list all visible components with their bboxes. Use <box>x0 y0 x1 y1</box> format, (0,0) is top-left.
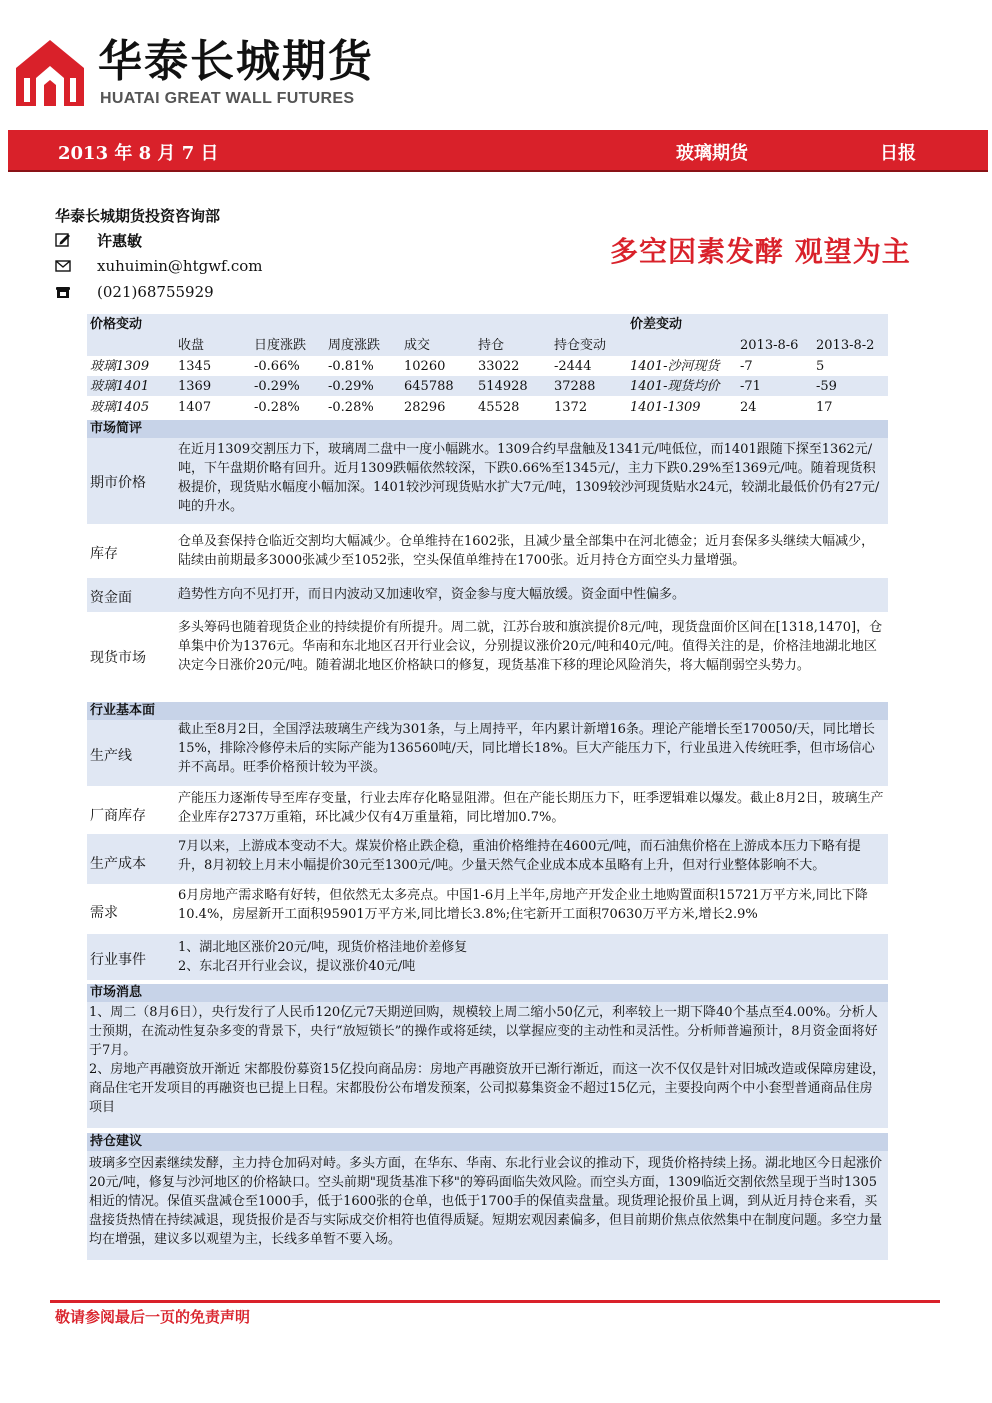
department-name: 华泰长城期货投资咨询部 <box>55 207 221 225</box>
table-cell-oi: 33022 <box>478 359 520 374</box>
table-cell-spread-name: 1401-现货均价 <box>630 379 720 394</box>
fundamentals-row-label: 生产线 <box>90 748 132 764</box>
report-headline: 多空因素发酵 观望为主 <box>610 235 911 268</box>
table-cell-oi-change: 37288 <box>554 379 596 394</box>
review-row-text: 仓单及套保持仓临近交割均大幅减少。仓单维持在1602张，且减少量全部集中在河北德金；近月套保多头继续大幅减少，陆续由前期最多3000张减少至1052张，空头保值单维持在1700张。近月持仓方面空头力量增强。 <box>178 534 875 568</box>
review-row-label: 资金面 <box>90 590 132 606</box>
report-header-bar <box>8 130 988 172</box>
review-row-label: 期市价格 <box>90 475 146 491</box>
col-header-daily: 日度涨跌 <box>254 338 307 353</box>
brand-name-cn: 华泰长城期货 <box>98 36 374 87</box>
table-cell-weekly: -0.28% <box>328 400 374 415</box>
table-cell-daily: -0.29% <box>254 379 300 394</box>
table-cell-spread-2: 5 <box>816 359 825 374</box>
analyst-phone: (021)68755929 <box>97 283 214 301</box>
analyst-name: 许惠敏 <box>97 232 143 250</box>
table-cell-volume: 645788 <box>404 379 454 394</box>
fundamentals-row-text: 7月以来，上游成本变动不大。煤炭价格止跌企稳，重油价格维持在4600元/吨，而石油焦价格在上游成本压力下略有提升，8月初较上月末小幅提价30元至1300元/吨。少量天然气企业成本成本虽略有上升，但对行业整体影响不大。 <box>178 839 861 873</box>
table-row-name: 玻璃1309 <box>90 359 150 374</box>
table-cell-volume: 10260 <box>404 359 446 374</box>
report-type: 日报 <box>880 143 916 164</box>
news-text: 1、周二（8月6日），央行发行了人民币120亿元7天期逆回购，规模较上周二缩小50亿元，利率较上一期下降40个基点至4.00%。分析人士预期，在流动性复杂多变的背景下，央行“放短锁长”的操作或将延续，以掌握应变的主动性和灵活性。分析师普遍预计，8月资金面将好于7月。 2、房地产再融资放开渐近 宋都股份募资15亿投向商品房：房地产再融资放开已渐行渐近，而这一次不仅仅是针对旧城改造或保障房建设，商品住宅开发项目的再融资也已提上日程。宋都股份公布增发预案，公司拟募集资金不超过15亿元，主要投向两个中小套型普通商品住房项目 <box>89 1005 885 1115</box>
review-row-text: 趋势性方向不见打开，而日内波动又加速收窄，资金参与度大幅放缓。资金面中性偏多。 <box>178 587 686 602</box>
table-cell-close: 1407 <box>178 400 212 415</box>
footer-disclaimer[interactable]: 敬请参阅最后一页的免责声明 <box>55 1308 251 1326</box>
col-header-spread-date1: 2013-8-6 <box>740 338 799 353</box>
review-row-label: 现货市场 <box>90 650 146 666</box>
table-cell-daily: -0.28% <box>254 400 300 415</box>
section-advice: 持仓建议 <box>87 1133 888 1151</box>
company-logo-icon <box>14 38 86 108</box>
section-fundamentals: 行业基本面 <box>87 702 888 720</box>
col-header-spread-date2: 2013-8-2 <box>816 338 875 353</box>
col-header-volume: 成交 <box>404 338 431 353</box>
brand-name-en: HUATAI GREAT WALL FUTURES <box>100 90 355 107</box>
mail-icon <box>55 258 71 274</box>
analyst-email[interactable]: xuhuimin@htgwf.com <box>97 257 263 275</box>
fundamentals-row-label: 需求 <box>90 905 118 921</box>
report-product: 玻璃期货 <box>676 143 748 164</box>
table-cell-spread-2: 17 <box>816 400 833 415</box>
spread-table-title: 价差变动 <box>630 317 683 332</box>
phone-icon <box>55 284 71 300</box>
report-date: 2013 年 8 月 7 日 <box>58 143 219 164</box>
table-cell-oi: 514928 <box>478 379 528 394</box>
review-row-text: 在近月1309交割压力下，玻璃周二盘中一度小幅跳水。1309合约早盘触及1341元/吨低位，而1401跟随下探至1362元/吨，下午盘期价略有回升。近月1309跌幅依然较深，下跌0.66%至1345元/，主力下跌0.29%至1369元/吨。随着现货积极提价，现货贴水幅度小幅加深。1401较沙河现货贴水扩大7元/吨，1309较沙河现货贴水24元，较湖北最低价仍有27元/吨的升水。 <box>178 442 880 514</box>
table-cell-spread-2: -59 <box>816 379 837 394</box>
section-market-review: 市场简评 <box>87 420 888 438</box>
table-cell-spread-1: -71 <box>740 379 761 394</box>
fundamentals-row-text: 1、湖北地区涨价20元/吨，现货价格洼地价差修复 2、东北召开行业会议，提议涨价40元/吨 <box>178 940 468 974</box>
table-cell-spread-1: 24 <box>740 400 757 415</box>
fundamentals-row-label: 厂商库存 <box>90 808 146 824</box>
advice-text: 玻璃多空因素继续发酵，主力持仓加码对峙。多头方面，在华东、华南、东北行业会议的推动下，现货价格持续上扬。湖北地区今日起涨价20元/吨，修复与沙河地区的价格缺口。空头前期"现货基准下移"的筹码面临失效风险。而空头方面，1309临近交割依然呈现于当时1305相近的情况。保值买盘减仓至1000手，低于1600张的仓单，也低于1700手的保值卖盘量。现货理论报价虽上调，到从近月持仓来看，买盘接货热情在持续减退，现货报价是否与实际成交价相符也值得质疑。短期宏观因素偏多，但目前期价焦点依然集中在制度问题。多空力量均在增强，建议多以观望为主，长线多单暂不要入场。 <box>89 1156 883 1247</box>
edit-icon <box>55 232 71 248</box>
price-table-title: 价格变动 <box>90 317 143 332</box>
table-cell-weekly: -0.81% <box>328 359 374 374</box>
section-news: 市场消息 <box>87 984 888 1002</box>
col-header-oi-change: 持仓变动 <box>554 338 607 353</box>
table-row-name: 玻璃1401 <box>90 379 150 394</box>
col-header-weekly: 周度涨跌 <box>328 338 381 353</box>
fundamentals-row-label: 行业事件 <box>90 952 146 968</box>
review-row-text: 多头筹码也随着现货企业的持续提价有所提升。周二就，江苏台玻和旗滨提价8元/吨，现货盘面价区间在[1318,1470]，仓单集中价为1376元。华南和东北地区召开行业会议，分别提议涨价20元/吨和40元/吨。值得关注的是，价格洼地湖北地区决定今日涨价20元/吨。随着湖北地区价格缺口的修复，现货基准下移的理论风险消失，将大幅削弱空头势力。 <box>178 620 883 673</box>
col-header-oi: 持仓 <box>478 338 505 353</box>
review-row-label: 库存 <box>90 546 118 562</box>
fundamentals-row-text: 产能压力逐渐传导至库存变量，行业去库存化略显阻滞。但在产能长期压力下，旺季逻辑难以爆发。截止8月2日，玻璃生产企业库存2737万重箱，环比减少仅有4万重量箱，同比增加0.7%。 <box>178 791 884 825</box>
table-cell-spread-name: 1401-1309 <box>630 400 701 415</box>
table-row-name: 玻璃1405 <box>90 400 150 415</box>
table-cell-volume: 28296 <box>404 400 446 415</box>
table-cell-close: 1345 <box>178 359 212 374</box>
table-cell-oi-change: 1372 <box>554 400 588 415</box>
footer-divider <box>50 1300 940 1303</box>
table-cell-oi: 45528 <box>478 400 520 415</box>
fundamentals-row-label: 生产成本 <box>90 856 146 872</box>
table-cell-spread-1: -7 <box>740 359 753 374</box>
table-cell-close: 1369 <box>178 379 212 394</box>
table-cell-weekly: -0.29% <box>328 379 374 394</box>
fundamentals-row-text: 6月房地产需求略有好转，但依然无太多亮点。中国1-6月上半年,房地产开发企业土地购置面积15721万平方米,同比下降10.4%，房屋新开工面积95901万平方米,同比增长3.8%;住宅新开工面积70630万平方米,增长2.9% <box>178 888 868 922</box>
table-cell-oi-change: -2444 <box>554 359 592 374</box>
col-header-close: 收盘 <box>178 338 205 353</box>
fundamentals-row-text: 截止至8月2日，全国浮法玻璃生产线为301条，与上周持平，年内累计新增16条。理论产能增长至170050/天，同比增长15%，排除冷修停未后的实际产能为136560吨/天，同比增长18%。巨大产能压力下，行业虽进入传统旺季，但市场信心并不高昂。旺季价格预计较为平淡。 <box>178 722 875 775</box>
table-cell-daily: -0.66% <box>254 359 300 374</box>
table-cell-spread-name: 1401-沙河现货 <box>630 359 720 374</box>
